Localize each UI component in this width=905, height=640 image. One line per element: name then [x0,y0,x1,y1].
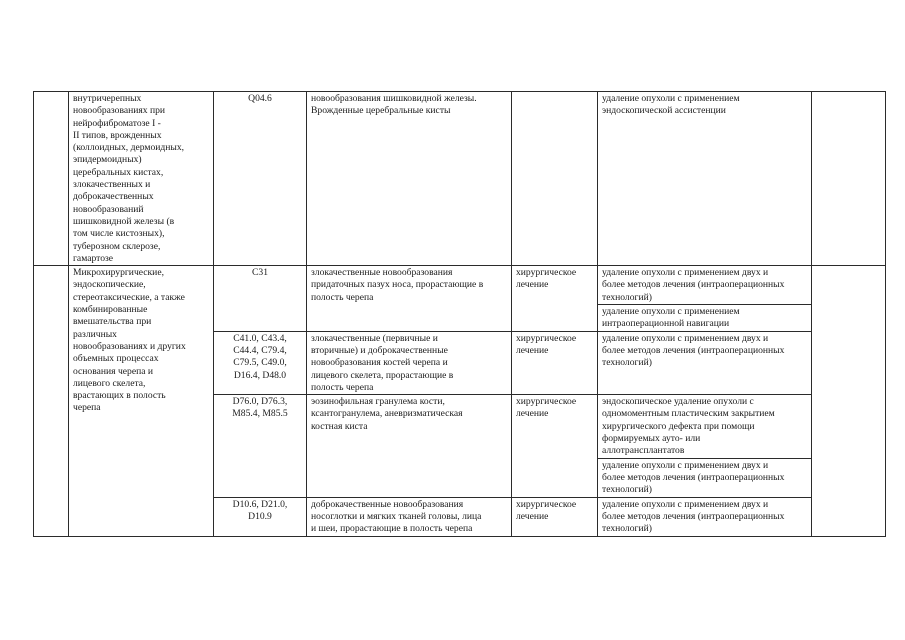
method-text: удаление опухоли с применением эндоскопической ассистенции [602,93,740,117]
treatment-type-cell [512,92,598,266]
treatment-type-cell [512,395,598,497]
table-row [34,266,886,305]
method-text: удаление опухоли с применением двух и более методов лечения (интраоперационных технологий) [602,498,785,535]
diagnosis-cell [307,395,512,497]
treatment-type-text: хирургическое лечение [516,498,577,522]
method-text: удаление опухоли с применением двух и более методов лечения (интраоперационных технологий) [602,459,785,496]
icd-code-text: C31 [252,267,268,279]
icd-code-cell [214,266,307,331]
treatment-type-cell [512,497,598,536]
method-text: удаление опухоли с применением двух и более методов лечения (интраоперационных технологий) [602,267,785,303]
method-cell [598,331,812,394]
method-cell [598,395,812,458]
treatment-type-cell [512,266,598,331]
icd-code-text: Q04.6 [248,93,272,104]
treatment-type-text: хирургическое лечение [516,396,577,420]
diagnosis-text: злокачественные (первичные и вторичные) и доброкачественные новообразования костей черепа и лицевого скелета, прорастающие в полость черепа [311,332,454,393]
diagnosis-text: эозинофильная гранулема кости, ксантогранулема, аневризматическая костная киста [311,396,463,432]
condition-cell [69,92,214,266]
method-text: удаление опухоли с применением интраоперационной навигации [602,306,740,330]
intervention-text: Микрохирургические, эндоскопические, стереотаксические, а также комбинированные вмешательства при различных новообразованиях и других объемных процессах основания черепа и лицевого скелета, врастающих в полость черепа [73,267,186,414]
method-cell [598,497,812,536]
icd-code-cell [214,395,307,497]
diagnosis-cell [307,92,512,266]
method-text: удаление опухоли с применением двух и более методов лечения (интраоперационных технологий) [602,332,785,369]
method-text: эндоскопическое удаление опухоли с одномоментным пластическим закрытием хирургического дефекта при помощи формируемых ауто- или аллотрансплантатов [602,396,775,457]
method-cell [598,458,812,497]
diagnosis-text: доброкачественные новообразования носоглотки и мягких тканей головы, лица и шеи, прорастающие в полость черепа [311,498,482,535]
icd-code-text: D10.6, D21.0, D10.9 [232,498,288,522]
treatment-type-text: хирургическое лечение [516,332,577,356]
table-row [34,92,886,266]
diagnosis-text: злокачественные новообразования придаточных пазух носа, прорастающие в полость черепа [311,267,484,303]
method-cell [598,92,812,266]
method-cell [598,305,812,332]
diagnosis-cell [307,331,512,394]
treatment-type-text: хирургическое лечение [516,267,577,291]
norm-cell [812,92,886,266]
icd-code-text: D76.0, D76.3, M85.4, M85.5 [232,396,288,420]
row-number-cell [34,266,69,536]
method-cell [598,266,812,305]
diagnosis-text: новообразования шишковидной железы. Врожденные церебральные кисты [311,93,477,117]
icd-code-cell [214,92,307,266]
norm-cell [812,266,886,536]
condition-text: внутричерепных новообразованиях при нейрофиброматозе I - II типов, врожденных (коллоидных, дермоидных, эпидермоидных) церебральных кистах, злокачественных и доброкачественных новообразований шишковидной железы (в том числе кистозных), туберозном склерозе, гамартозе [73,93,185,264]
treatment-type-cell [512,331,598,394]
row-number-cell [34,92,69,266]
diagnosis-cell [307,497,512,536]
diagnosis-cell [307,266,512,331]
icd-code-text: C41.0, C43.4, C44.4, C79.4, C79.5, C49.0, D16.4, D48.0 [233,332,287,381]
intervention-cell [69,266,214,536]
icd-code-cell [214,497,307,536]
medical-procedures-table [33,91,886,537]
icd-code-cell [214,331,307,394]
